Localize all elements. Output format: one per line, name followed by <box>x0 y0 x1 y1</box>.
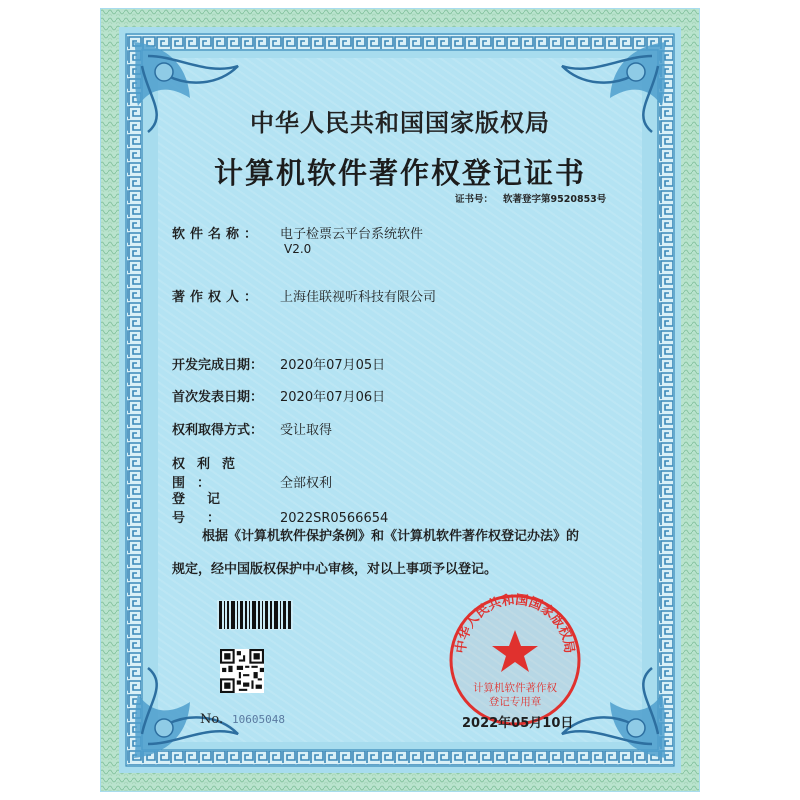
field-rights-scope <box>172 453 332 491</box>
certificate-number-label: 证书号： <box>455 194 494 205</box>
field-publish-date <box>172 386 385 405</box>
field-value: 2020年07月05日 <box>280 358 386 373</box>
field-label: 权利范围： <box>172 457 248 491</box>
field-label: 权利取得方式： <box>172 423 264 438</box>
certificate-title: 计算机软件著作权登记证书 <box>213 156 586 190</box>
seal-inner-line-1: 计算机软件著作权 <box>473 682 557 694</box>
field-dev-date <box>172 354 385 373</box>
field-value: 上海佳联视听科技有限公司 <box>280 290 437 305</box>
field-acquire-method <box>172 419 332 438</box>
issue-date: 2022年05月10日 <box>462 716 574 731</box>
statement-line-2: 规定，经中国版权保护中心审核，对以上事项予以登记。 <box>172 562 498 577</box>
field-label: 软件名称： <box>172 227 263 242</box>
software-version: V2.0 <box>284 242 312 256</box>
barcode <box>217 600 293 630</box>
statement-line-1: 根据《计算机软件保护条例》和《计算机软件著作权登记办法》的 <box>202 529 580 544</box>
field-label: 开发完成日期： <box>172 358 264 373</box>
field-value: 2022SR0566654 <box>280 511 389 526</box>
field-registration-number <box>172 488 388 526</box>
serial-number-value: 10605048 <box>232 713 285 726</box>
field-owner <box>172 286 436 305</box>
qr-code <box>220 649 264 693</box>
issuing-authority: 中华人民共和国国家版权局 <box>250 108 550 137</box>
field-value: 全部权利 <box>280 476 333 491</box>
seal-inner-line-2: 登记专用章 <box>488 696 542 708</box>
field-value: 受让取得 <box>280 423 333 438</box>
field-label: 著作权人： <box>172 290 263 305</box>
field-value: 2020年07月06日 <box>280 390 386 405</box>
field-software-name <box>172 223 423 242</box>
official-seal <box>445 590 585 730</box>
certificate <box>100 8 700 792</box>
serial-number-label: No. <box>200 712 224 727</box>
seal-ring-text: 中华人民共和国国家版权局 <box>453 592 577 655</box>
certificate-number <box>455 191 606 205</box>
field-label: 登记号： <box>172 492 243 526</box>
certificate-number-value: 软著登字第9520853号 <box>503 194 607 205</box>
field-label: 首次发表日期： <box>172 390 264 405</box>
field-value: 电子检票云平台系统软件 <box>280 227 424 242</box>
